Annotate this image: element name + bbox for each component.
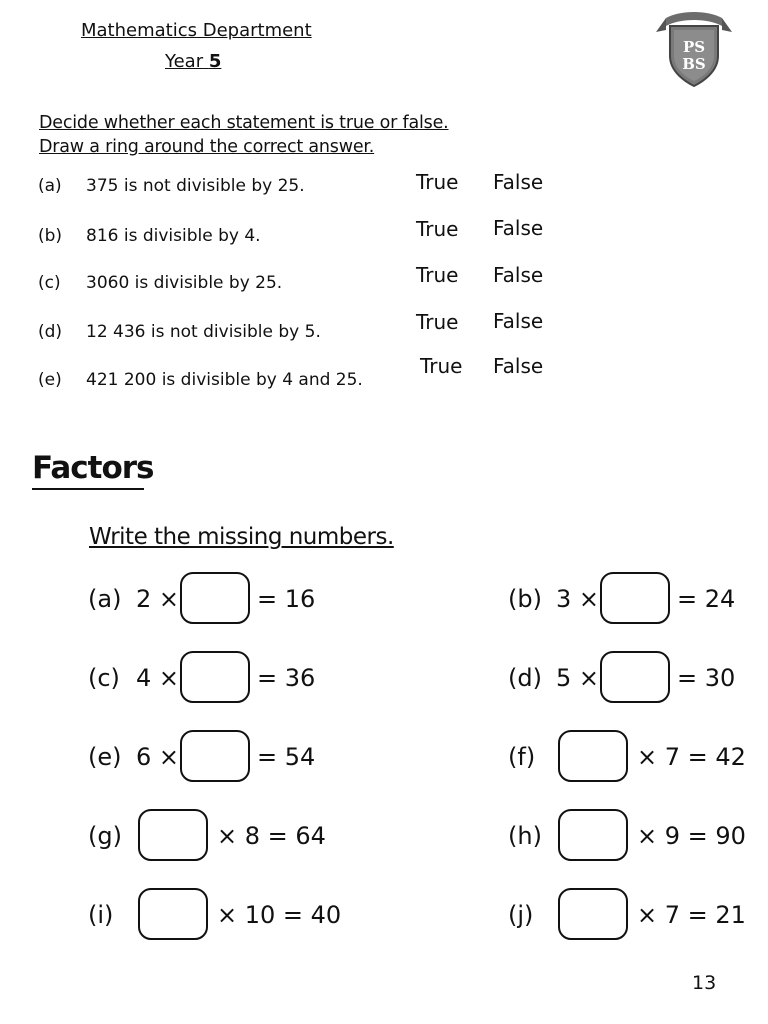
q-after-i: × 10 = 40 [217,901,342,929]
instruction-line-1: Decide whether each statement is true or false. [39,113,449,133]
answer-box-b[interactable] [600,572,670,624]
q-after-c: = 36 [257,664,316,692]
tf-false-a[interactable]: False [493,170,544,194]
answer-box-d[interactable] [600,651,670,703]
q-letter-a: (a) [88,585,122,613]
crest-monogram-top: PS [682,38,706,56]
tf-letter-a: (a) [38,176,62,196]
page-number: 13 [692,972,717,994]
q-letter-f: (f) [508,743,536,771]
tf-true-c[interactable]: True [416,263,459,287]
q-before-a: 2 × [136,585,180,613]
tf-false-c[interactable]: False [493,263,544,287]
q-letter-c: (c) [88,664,120,692]
tf-statement-b: 816 is divisible by 4. [86,226,261,246]
answer-box-g[interactable] [138,809,208,861]
factors-heading: Factors [32,450,144,490]
tf-letter-e: (e) [38,370,62,390]
q-after-a: = 16 [257,585,316,613]
tf-statement-a: 375 is not divisible by 25. [86,176,305,196]
tf-false-e[interactable]: False [493,354,544,378]
crest-monogram-bottom: BS [682,55,706,73]
q-after-d: = 30 [677,664,736,692]
q-letter-i: (i) [88,901,114,929]
tf-false-d[interactable]: False [493,309,544,333]
q-after-e: = 54 [257,743,316,771]
q-letter-h: (h) [508,822,542,850]
tf-true-e[interactable]: True [420,354,463,378]
q-letter-e: (e) [88,743,122,771]
answer-box-a[interactable] [180,572,250,624]
tf-letter-b: (b) [38,226,63,246]
q-before-e: 6 × [136,743,180,771]
q-letter-g: (g) [88,822,122,850]
year-title [165,51,221,72]
tf-true-b[interactable]: True [416,217,459,241]
year-number: 5 [208,51,222,72]
tf-statement-d: 12 436 is not divisible by 5. [86,322,321,342]
q-letter-b: (b) [508,585,542,613]
answer-box-f[interactable] [558,730,628,782]
q-before-d: 5 × [556,664,600,692]
instruction-line-2: Draw a ring around the correct answer. [39,137,375,157]
q-before-c: 4 × [136,664,180,692]
tf-statement-c: 3060 is divisible by 25. [86,273,283,293]
school-crest-logo [650,2,738,90]
tf-letter-d: (d) [38,322,63,342]
answer-box-j[interactable] [558,888,628,940]
answer-box-c[interactable] [180,651,250,703]
q-after-f: × 7 = 42 [637,743,746,771]
q-letter-d: (d) [508,664,542,692]
answer-box-h[interactable] [558,809,628,861]
q-before-b: 3 × [556,585,600,613]
tf-true-a[interactable]: True [416,170,459,194]
answer-box-i[interactable] [138,888,208,940]
answer-box-e[interactable] [180,730,250,782]
factors-instruction: Write the missing numbers. [89,524,394,550]
department-title: Mathematics Department [81,20,312,41]
year-label: Year [165,51,204,72]
tf-letter-c: (c) [38,273,61,293]
q-letter-j: (j) [508,901,534,929]
q-after-b: = 24 [677,585,736,613]
q-after-g: × 8 = 64 [217,822,326,850]
tf-true-d[interactable]: True [416,310,459,334]
q-after-h: × 9 = 90 [637,822,746,850]
q-after-j: × 7 = 21 [637,901,746,929]
tf-statement-e: 421 200 is divisible by 4 and 25. [86,370,363,390]
tf-false-b[interactable]: False [493,216,544,240]
